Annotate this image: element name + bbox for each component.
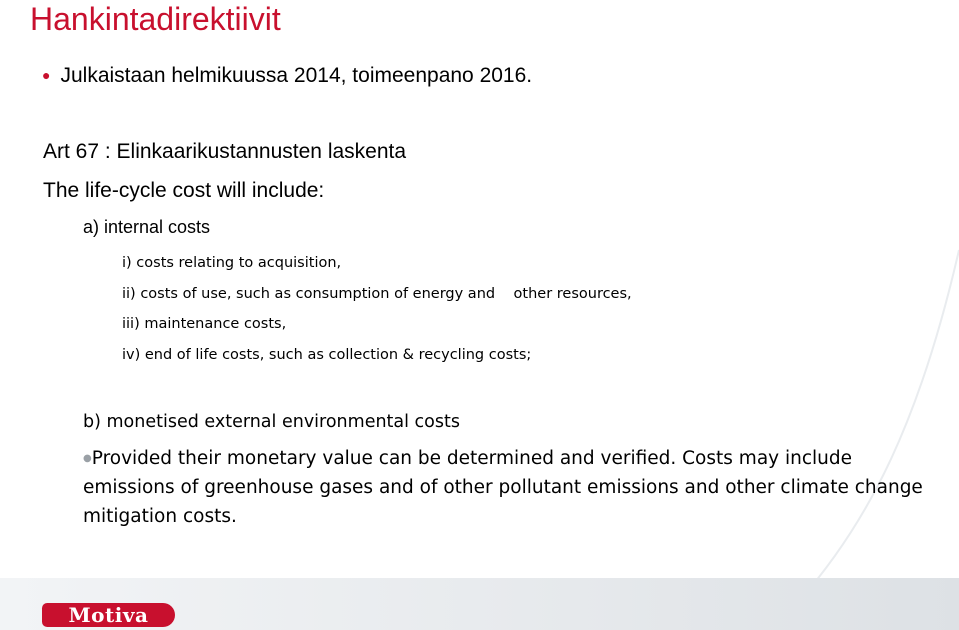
small-bullet-icon: ● bbox=[83, 453, 92, 464]
external-costs-text: Provided their monetary value can be determined and verified. Costs may include emissions of greenhouse gases and of other pollutant emissions and other climate change mitigation costs. bbox=[83, 448, 923, 527]
slide-title: Hankintadirektiivit bbox=[30, 1, 281, 37]
motiva-logo: Motiva bbox=[42, 603, 175, 627]
publication-bullet bbox=[42, 62, 532, 89]
internal-cost-item: iv) end of life costs, such as collection & recycling costs; bbox=[122, 346, 532, 363]
internal-cost-item: ii) costs of use, such as consumption of energy and other resources, bbox=[122, 285, 632, 302]
internal-costs-heading: a) internal costs bbox=[83, 217, 211, 237]
external-costs-heading: b) monetised external environmental costs bbox=[83, 412, 460, 432]
article-heading: Art 67 : Elinkaarikustannusten laskenta bbox=[43, 140, 407, 163]
bullet-dot-icon: ● bbox=[42, 67, 51, 83]
life-cycle-intro: The life-cycle cost will include: bbox=[43, 179, 325, 202]
internal-costs-list bbox=[122, 248, 632, 370]
external-costs-paragraph bbox=[83, 444, 943, 531]
internal-cost-item: iii) maintenance costs, bbox=[122, 316, 287, 332]
internal-cost-item: i) costs relating to acquisition, bbox=[122, 255, 342, 271]
publication-bullet-text: Julkaistaan helmikuussa 2014, toimeenpano 2016. bbox=[60, 64, 533, 87]
